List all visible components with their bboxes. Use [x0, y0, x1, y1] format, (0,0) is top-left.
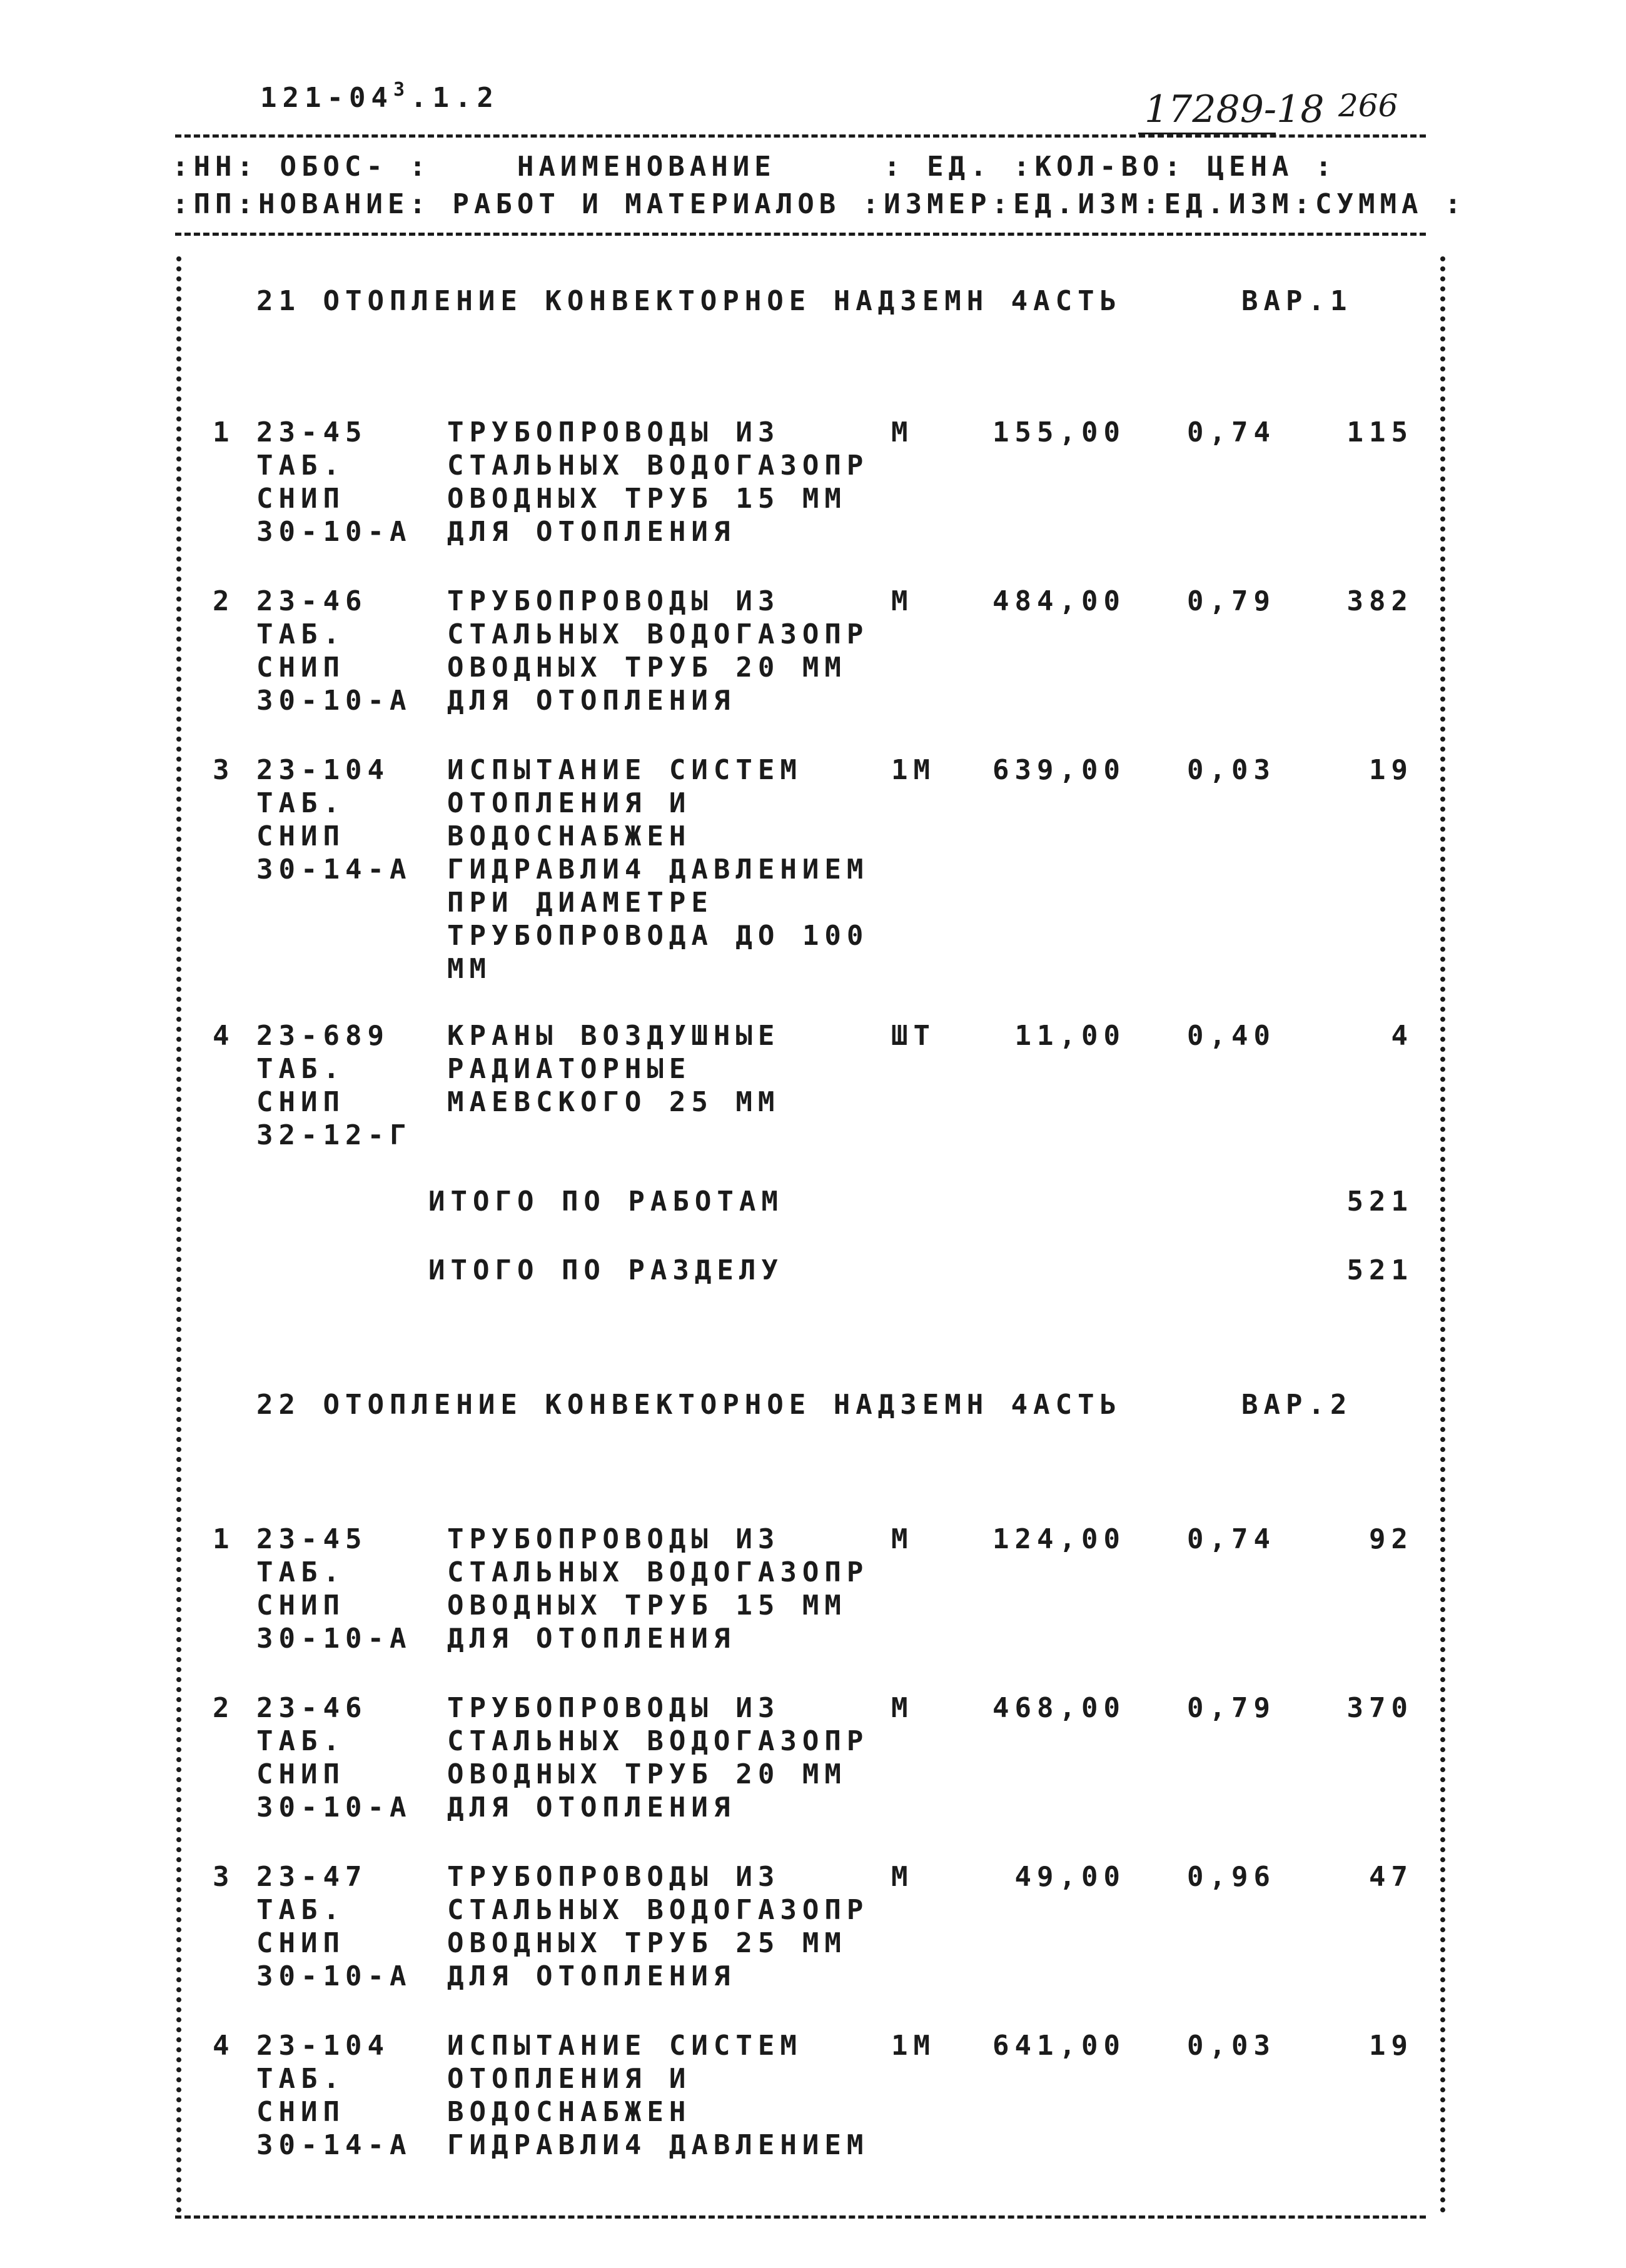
item-name-line: ДЛЯ ОТОПЛЕНИЯ	[447, 685, 736, 717]
total-section-label: ИТОГО ПО РАЗДЕЛУ	[428, 1254, 784, 1286]
item-code-line: СНИП	[256, 483, 345, 515]
item-quantity: 484,00	[992, 585, 1126, 617]
section-variant: ВАР.1	[1241, 285, 1353, 317]
item-name-line: ДЛЯ ОТОПЛЕНИЯ	[447, 1960, 736, 1992]
item-name-line: ТРУБОПРОВОДЫ ИЗ	[447, 1692, 780, 1724]
total-section-value: 521	[1346, 1254, 1413, 1286]
item-code-line: 23-46	[256, 585, 368, 617]
item-code-line: ТАБ.	[256, 618, 345, 650]
item-code-line: 30-10-А	[256, 1623, 412, 1655]
item-code-line: СНИП	[256, 1086, 345, 1118]
item-sum: 382	[1346, 585, 1413, 617]
item-unit: М	[891, 1861, 914, 1893]
item-code-line: ТАБ.	[256, 787, 345, 819]
item-number: 4	[213, 2030, 235, 2062]
item-name-line: ТРУБОПРОВОДЫ ИЗ	[447, 585, 780, 617]
item-name-line: ИСПЫТАНИЕ СИСТЕМ	[447, 754, 802, 786]
document-code-tail: .1.2	[410, 82, 499, 114]
item-unit: М	[891, 1523, 914, 1555]
item-code-line: 23-45	[256, 1523, 368, 1555]
item-number: 2	[213, 585, 235, 617]
item-name-line: СТАЛЬНЫХ ВОДОГАЗОПР	[447, 1725, 869, 1757]
item-unit: 1М	[891, 754, 936, 786]
item-name-line: ИСПЫТАНИЕ СИСТЕМ	[447, 2030, 802, 2062]
item-unit: М	[891, 585, 914, 617]
item-code-line: 23-46	[256, 1692, 368, 1724]
item-quantity: 124,00	[992, 1523, 1126, 1555]
item-name-line: ОТОПЛЕНИЯ И	[447, 2063, 692, 2095]
item-code-line: 23-45	[256, 416, 368, 448]
item-sum: 19	[1369, 754, 1413, 786]
item-name-line: ПРИ ДИАМЕТРЕ	[447, 887, 714, 919]
item-price: 0,03	[1187, 2030, 1276, 2062]
item-price: 0,79	[1187, 1692, 1276, 1724]
item-code-line: 30-10-А	[256, 1960, 412, 1992]
item-unit: М	[891, 416, 914, 448]
item-name-line: ОВОДНЫХ ТРУБ 25 ММ	[447, 1927, 847, 1959]
document-code	[216, 53, 499, 112]
item-quantity: 49,00	[1014, 1861, 1126, 1893]
item-sum: 19	[1369, 2030, 1413, 2062]
item-code-line: 32-12-Г	[256, 1119, 412, 1151]
item-name-line: ВОДОСНАБЖЕН	[447, 2096, 692, 2128]
header-line-2: :ПП:НОВАНИЕ: РАБОТ И МАТЕРИАЛОВ :ИЗМЕР:ЕД.ИЗМ:ЕД.ИЗМ:СУММА :	[172, 188, 1467, 220]
item-name-line: РАДИАТОРНЫЕ	[447, 1053, 692, 1085]
item-price: 0,79	[1187, 585, 1276, 617]
item-price: 0,03	[1187, 754, 1276, 786]
section-variant: ВАР.2	[1241, 1389, 1353, 1421]
item-number: 4	[213, 1020, 235, 1052]
item-name-line: СТАЛЬНЫХ ВОДОГАЗОПР	[447, 1556, 869, 1588]
item-name-line: ТРУБОПРОВОДЫ ИЗ	[447, 1523, 780, 1555]
item-unit: М	[891, 1692, 914, 1724]
item-sum: 47	[1369, 1861, 1413, 1893]
item-code-line: 30-10-А	[256, 685, 412, 717]
item-code-line: 30-14-А	[256, 2129, 412, 2161]
item-number: 1	[213, 416, 235, 448]
item-number: 2	[213, 1692, 235, 1724]
item-code-line: СНИП	[256, 1927, 345, 1959]
item-code-line: СНИП	[256, 652, 345, 683]
footer-rule	[175, 2215, 1426, 2219]
item-sum: 370	[1346, 1692, 1413, 1724]
total-works-label: ИТОГО ПО РАБОТАМ	[428, 1186, 784, 1217]
total-works-value: 521	[1346, 1186, 1413, 1217]
item-code-line: ТАБ.	[256, 1894, 345, 1926]
item-name-line: ДЛЯ ОТОПЛЕНИЯ	[447, 516, 736, 548]
document-code-superscript: 3	[393, 79, 410, 101]
item-name-line: КРАНЫ ВОЗДУШНЫЕ	[447, 1020, 780, 1052]
item-code-line: ТАБ.	[256, 1725, 345, 1757]
left-border	[176, 256, 181, 2214]
item-number: 1	[213, 1523, 235, 1555]
item-unit: 1М	[891, 2030, 936, 2062]
item-price: 0,96	[1187, 1861, 1276, 1893]
item-quantity: 468,00	[992, 1692, 1126, 1724]
item-code-line: 30-10-А	[256, 1792, 412, 1823]
item-unit: ШТ	[891, 1020, 936, 1052]
right-border	[1440, 256, 1445, 2214]
item-name-line: ТРУБОПРОВОДА ДО 100	[447, 920, 869, 952]
item-name-line: ДЛЯ ОТОПЛЕНИЯ	[447, 1792, 736, 1823]
item-name-line: СТАЛЬНЫХ ВОДОГАЗОПР	[447, 1894, 869, 1926]
item-code-line: СНИП	[256, 1590, 345, 1621]
item-sum: 115	[1346, 416, 1413, 448]
item-code-line: 23-689	[256, 1020, 390, 1052]
item-name-line: СТАЛЬНЫХ ВОДОГАЗОПР	[447, 618, 869, 650]
item-name-line: ОВОДНЫХ ТРУБ 20 ММ	[447, 652, 847, 683]
item-sum: 92	[1369, 1523, 1413, 1555]
item-name-line: ОВОДНЫХ ТРУБ 15 ММ	[447, 483, 847, 515]
document-code-main: 121-04	[260, 82, 393, 114]
item-code-line: ТАБ.	[256, 2063, 345, 2095]
item-code-line: СНИП	[256, 1758, 345, 1790]
item-name-line: ОВОДНЫХ ТРУБ 20 ММ	[447, 1758, 847, 1790]
handwritten-number: 17289-18	[1144, 88, 1325, 131]
item-price: 0,74	[1187, 1523, 1276, 1555]
item-name-line: ОВОДНЫХ ТРУБ 15 ММ	[447, 1590, 847, 1621]
item-name-line: СТАЛЬНЫХ ВОДОГАЗОПР	[447, 450, 869, 481]
item-code-line: 30-14-А	[256, 854, 412, 885]
section-title: 21 ОТОПЛЕНИЕ КОНВЕКТОРНОЕ НАДЗЕМН 4АСТЬ	[256, 285, 1123, 317]
header-line-1: :НН: ОБОС- : НАИМЕНОВАНИЕ : ЕД. :КОЛ-ВО: ЦЕНА :	[172, 151, 1337, 183]
item-name-line: ГИДРАВЛИ4 ДАВЛЕНИЕМ	[447, 2129, 869, 2161]
item-price: 0,74	[1187, 416, 1276, 448]
item-code-line: СНИП	[256, 2096, 345, 2128]
item-name-line: ТРУБОПРОВОДЫ ИЗ	[447, 416, 780, 448]
item-code-line: ТАБ.	[256, 450, 345, 481]
item-price: 0,40	[1187, 1020, 1276, 1052]
item-quantity: 641,00	[992, 2030, 1126, 2062]
item-quantity: 155,00	[992, 416, 1126, 448]
item-code-line: 30-10-А	[256, 516, 412, 548]
item-quantity: 639,00	[992, 754, 1126, 786]
item-name-line: ВОДОСНАБЖЕН	[447, 820, 692, 852]
item-code-line: ТАБ.	[256, 1556, 345, 1588]
item-sum: 4	[1391, 1020, 1413, 1052]
item-name-line: ТРУБОПРОВОДЫ ИЗ	[447, 1861, 780, 1893]
item-name-line: ММ	[447, 953, 492, 985]
item-name-line: ОТОПЛЕНИЯ И	[447, 787, 692, 819]
section-title: 22 ОТОПЛЕНИЕ КОНВЕКТОРНОЕ НАДЗЕМН 4АСТЬ	[256, 1389, 1123, 1421]
page-number: 266	[1338, 88, 1398, 124]
item-number: 3	[213, 1861, 235, 1893]
item-code-line: 23-47	[256, 1861, 368, 1893]
header-bottom-rule	[175, 233, 1426, 236]
item-code-line: 23-104	[256, 2030, 390, 2062]
item-code-line: ТАБ.	[256, 1053, 345, 1085]
item-name-line: МАЕВСКОГО 25 ММ	[447, 1086, 780, 1118]
item-code-line: СНИП	[256, 820, 345, 852]
item-name-line: ГИДРАВЛИ4 ДАВЛЕНИЕМ	[447, 854, 869, 885]
header-top-rule	[175, 134, 1426, 138]
item-name-line: ДЛЯ ОТОПЛЕНИЯ	[447, 1623, 736, 1655]
item-code-line: 23-104	[256, 754, 390, 786]
item-quantity: 11,00	[1014, 1020, 1126, 1052]
item-number: 3	[213, 754, 235, 786]
